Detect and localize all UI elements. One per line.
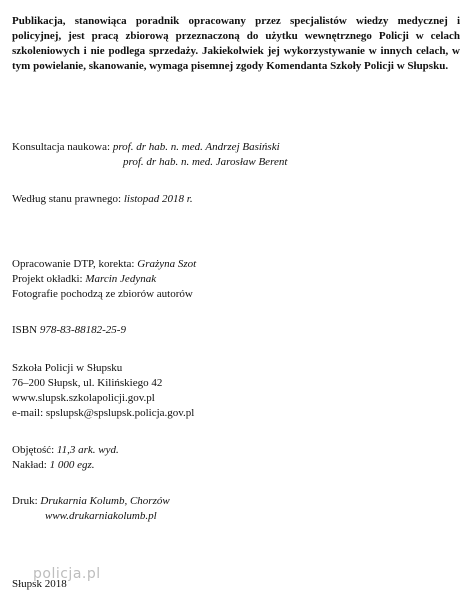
printing-website: www.drukarniakolumb.pl xyxy=(45,510,157,522)
print-run-label: Nakład: xyxy=(12,459,50,471)
publisher-address: 76–200 Słupsk, ul. Kilińskiego 42 xyxy=(12,377,163,389)
watermark-logo: policja.pl xyxy=(33,566,101,582)
consultant-2: prof. dr hab. n. med. Jarosław Berent xyxy=(123,156,288,168)
legal-state-line xyxy=(12,192,193,207)
printing-label: Druk: xyxy=(12,495,41,507)
copyright-notice: Publikacja, stanowiąca poradnik opracowany przez specjalistów wiedzy medycznej i policyjnej, jest pracą zbiorową przeznaczoną do użytku wewnętrznego Policji w celach szkoleniowych i nie podlega sprzedaży. Jakiekolwiek jej wykorzystywanie w innych celach, w tym powielanie, skanowanie, wymaga pisemnej zgody Komendanta Szkoły Policji w Słupsku. xyxy=(12,15,460,72)
isbn-label: ISBN xyxy=(12,324,40,336)
legal-state-value: listopad 2018 r. xyxy=(123,193,193,205)
photos-credit: Fotografie pochodzą ze zbiorów autorów xyxy=(12,288,193,300)
city-year: Słupsk 2018 xyxy=(12,578,67,590)
publisher-website: www.slupsk.szkolapolicji.gov.pl xyxy=(12,392,155,404)
consultation-block xyxy=(12,140,287,170)
credits-block xyxy=(12,257,196,302)
volume-block xyxy=(12,443,119,473)
cover-label: Projekt okładki: xyxy=(12,273,86,285)
volume-value: 11,3 ark. wyd. xyxy=(56,444,119,456)
publisher-email: e-mail: spslupsk@spslupsk.policja.gov.pl xyxy=(12,407,195,419)
publisher-block xyxy=(12,361,194,421)
dtp-value: Grażyna Szot xyxy=(137,258,197,270)
consultant-1: prof. dr hab. n. med. Andrzej Basiński xyxy=(112,141,280,153)
volume-label: Objętość: xyxy=(12,444,57,456)
publisher-name: Szkoła Policji w Słupsku xyxy=(12,362,123,374)
cover-value: Marcin Jedynak xyxy=(85,273,157,285)
printing-name: Drukarnia Kolumb, Chorzów xyxy=(40,495,170,507)
consultation-label: Konsultacja naukowa: xyxy=(12,141,113,153)
isbn-line xyxy=(12,323,126,338)
legal-state-label: Według stanu prawnego: xyxy=(12,193,124,205)
dtp-label: Opracowanie DTP, korekta: xyxy=(12,258,138,270)
isbn-value: 978-83-88182-25-9 xyxy=(39,324,126,336)
printing-block xyxy=(12,494,170,524)
print-run-value: 1 000 egz. xyxy=(49,459,95,471)
